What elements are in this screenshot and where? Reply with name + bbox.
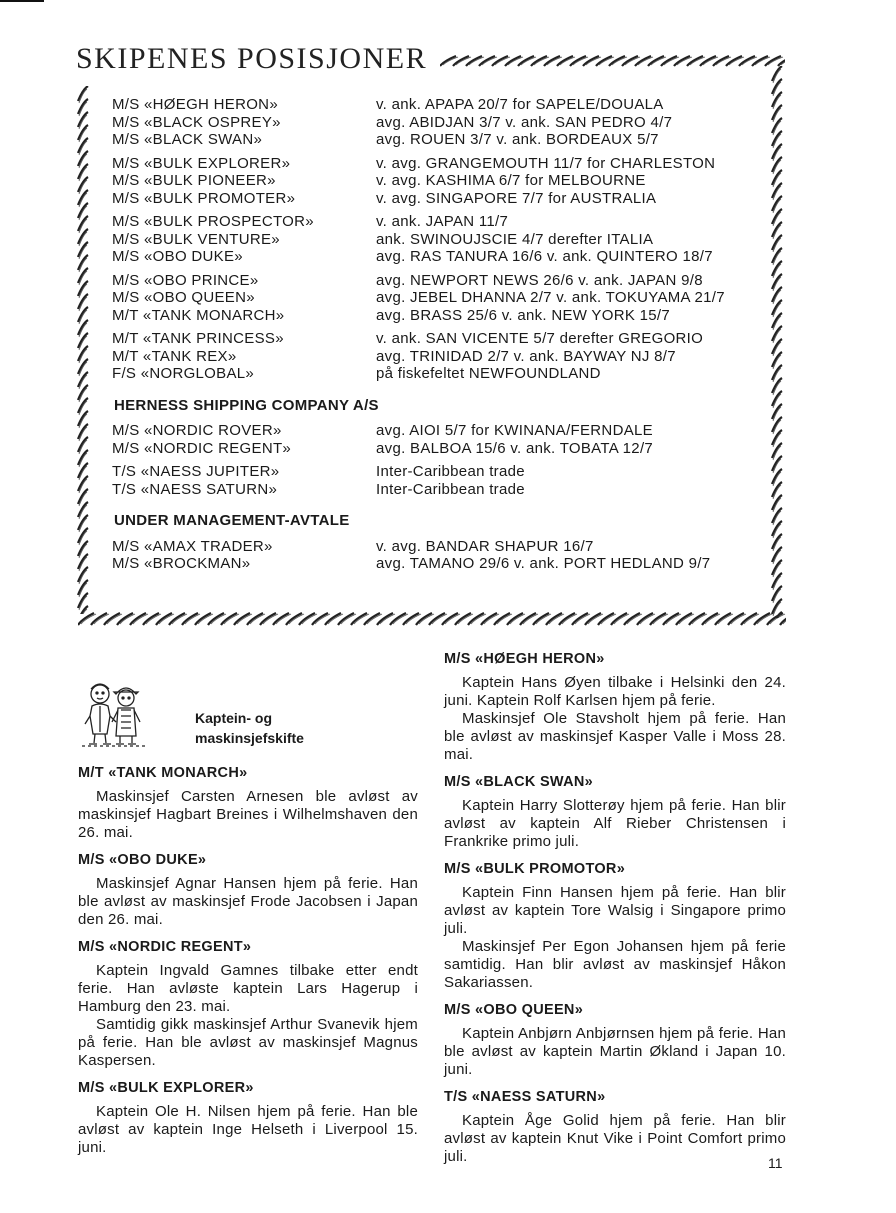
captain-and-engineer-illustration-icon (80, 676, 150, 748)
ship-name: M/S «BLACK OSPREY» (112, 113, 281, 131)
item-paragraph: Kaptein Anbjørn Anbjørnsen hjem på ferie. Han ble avløst av kaptein Martin Økland i Japan 10. juni. (444, 1025, 786, 1078)
item-paragraph: Kaptein Ole H. Nilsen hjem på ferie. Han ble avløst av kaptein Inge Helseth i Liverpool 15. juni. (78, 1103, 418, 1156)
management-heading: UNDER MANAGEMENT-AVTALE (114, 512, 350, 529)
ship-name: M/S «BROCKMAN» (112, 555, 251, 572)
item-ship-title: M/S «HØEGH HERON» (444, 651, 605, 667)
ship-location: Inter-Caribbean trade (376, 463, 525, 480)
item-ship-title: T/S «NAESS SATURN» (444, 1089, 606, 1105)
crew-change-item (444, 773, 786, 851)
item-ship-title: M/S «BLACK SWAN» (444, 774, 594, 790)
position-row (112, 248, 772, 266)
position-group (112, 272, 772, 325)
ship-name: F/S «NORGLOBAL» (112, 365, 255, 382)
item-paragraph: Kaptein Ingvald Gamnes tilbake etter endt ferie. Han avløste kaptein Lars Hagerup i Hamburg den 23. mai. (78, 962, 418, 1015)
herness-heading: HERNESS SHIPPING COMPANY A/S (114, 396, 379, 414)
ship-location: Inter-Caribbean trade (376, 480, 525, 498)
ship-name: M/S «BLACK SWAN» (112, 131, 263, 148)
position-row (112, 555, 772, 573)
article-heading-line-2: maskinsjefskifte (195, 730, 304, 746)
ship-name: M/S «OBO PRINCE» (112, 271, 259, 289)
crew-change-item (78, 851, 418, 929)
corner-mark (0, 0, 44, 2)
item-paragraph: Samtidig gikk maskinsjef Arthur Svanevik hjem på ferie. Han ble avløst av maskinsjef Magnus Kaspersen. (78, 1016, 418, 1069)
position-row (112, 96, 772, 114)
ship-location: avg. BALBOA 15/6 v. ank. TOBATA 12/7 (376, 439, 654, 457)
rope-border-top (440, 54, 785, 68)
ship-location: v. ank. JAPAN 11/7 (376, 213, 509, 230)
crew-change-item (444, 1001, 786, 1079)
position-row (112, 348, 772, 366)
ship-name: M/S «NORDIC ROVER» (112, 422, 282, 439)
position-group (112, 155, 772, 208)
position-row (112, 172, 772, 190)
position-row (112, 365, 772, 383)
ship-name: M/S «HØEGH HERON» (112, 96, 278, 113)
crew-change-item (444, 860, 786, 992)
item-paragraph: Maskinsjef Per Egon Johansen hjem på ferie samtidig. Han blir avløst av maskinsjef Håkon Sakariassen. (444, 938, 786, 991)
item-paragraph: Maskinsjef Carsten Arnesen ble avløst av maskinsjef Hagbart Breines i Wilhelmshaven den 26. mai. (78, 788, 418, 841)
position-row (112, 422, 772, 440)
ship-location: v. avg. KASHIMA 6/7 for MELBOURNE (376, 172, 646, 189)
ship-name: M/S «NORDIC REGENT» (112, 439, 292, 457)
position-group (112, 538, 772, 573)
ship-location: v. avg. BANDAR SHAPUR 16/7 (376, 537, 594, 555)
crew-change-item (444, 1088, 786, 1166)
ship-name: T/S «NAESS JUPITER» (112, 463, 280, 480)
ship-name: M/S «BULK PIONEER» (112, 172, 276, 189)
item-paragraph: Maskinsjef Ole Stavsholt hjem på ferie. Han ble avløst av maskinsjef Kasper Valle i Moss 28. mai. (444, 710, 786, 763)
ship-name: M/T «TANK MONARCH» (112, 306, 285, 324)
item-ship-title: M/S «BULK PROMOTOR» (444, 861, 626, 877)
ship-location: på fiskefeltet NEWFOUNDLAND (376, 365, 601, 382)
crew-change-item (78, 764, 418, 842)
rope-border-right (770, 66, 784, 618)
item-ship-title: M/S «BULK EXPLORER» (78, 1080, 254, 1096)
page-number: 11 (768, 1155, 783, 1171)
rope-border-left (76, 86, 90, 614)
position-group (112, 96, 772, 149)
page-title: SKIPENES POSISJONER (76, 42, 428, 75)
ship-name: M/T «TANK REX» (112, 347, 237, 365)
ship-location: v. avg. SINGAPORE 7/7 for AUSTRALIA (376, 189, 657, 207)
ship-name: M/T «TANK PRINCESS» (112, 330, 284, 347)
ship-location: avg. ROUEN 3/7 v. ank. BORDEAUX 5/7 (376, 131, 659, 148)
position-row (112, 155, 772, 173)
ship-location: avg. TAMANO 29/6 v. ank. PORT HEDLAND 9/7 (376, 555, 711, 572)
item-paragraph: Kaptein Harry Slotterøy hjem på ferie. Han blir avløst av kaptein Alf Rieber Christensen i Frankrike primo juli. (444, 797, 786, 850)
ship-name: M/S «AMAX TRADER» (112, 537, 273, 555)
position-row (112, 114, 772, 132)
ship-location: avg. JEBEL DHANNA 2/7 v. ank. TOKUYAMA 21/7 (376, 289, 725, 306)
crew-change-item (444, 650, 786, 764)
position-row (112, 481, 772, 499)
position-group (112, 213, 772, 266)
ship-location: v. avg. GRANGEMOUTH 11/7 for CHARLESTON (376, 154, 716, 172)
item-ship-title: M/T «TANK MONARCH» (78, 765, 248, 781)
ship-name: M/S «BULK EXPLORER» (112, 154, 291, 172)
item-paragraph: Maskinsjef Agnar Hansen hjem på ferie. Han ble avløst av maskinsjef Frode Jacobsen i Japan den 26. mai. (78, 875, 418, 928)
ship-positions-table (112, 96, 772, 579)
article-heading (195, 708, 304, 748)
ship-name: M/S «BULK VENTURE» (112, 230, 280, 248)
position-row (112, 231, 772, 249)
position-row (112, 330, 772, 348)
crew-change-item (78, 938, 418, 1070)
article-heading-line-1: Kaptein- og (195, 710, 272, 726)
herness-fleet-positions (112, 422, 772, 498)
item-ship-title: M/S «NORDIC REGENT» (78, 939, 252, 955)
management-fleet-positions (112, 538, 772, 573)
position-row (112, 538, 772, 556)
ship-location: avg. RAS TANURA 16/6 v. ank. QUINTERO 18/7 (376, 248, 713, 265)
ship-name: M/S «OBO DUKE» (112, 248, 243, 265)
ship-name: M/S «BULK PROSPECTOR» (112, 213, 314, 230)
position-group (112, 463, 772, 498)
ship-name: M/S «BULK PROMOTER» (112, 189, 296, 207)
ship-location: avg. TRINIDAD 2/7 v. ank. BAYWAY NJ 8/7 (376, 347, 676, 365)
ship-name: T/S «NAESS SATURN» (112, 480, 278, 498)
ship-location: avg. AIOI 5/7 for KWINANA/FERNDALE (376, 422, 653, 439)
left-column (78, 764, 418, 1166)
ship-location: v. ank. APAPA 20/7 for SAPELE/DOUALA (376, 96, 664, 113)
item-paragraph: Kaptein Finn Hansen hjem på ferie. Han blir avløst av kaptein Tore Walsig i Singapore primo juli. (444, 884, 786, 937)
item-paragraph: Kaptein Åge Golid hjem på ferie. Han blir avløst av kaptein Knut Vike i Point Comfort primo juli. (444, 1112, 786, 1165)
position-group (112, 330, 772, 383)
ship-location: v. ank. SAN VICENTE 5/7 derefter GREGORIO (376, 330, 704, 347)
position-row (112, 272, 772, 290)
position-group (112, 422, 772, 457)
ship-location: avg. ABIDJAN 3/7 v. ank. SAN PEDRO 4/7 (376, 113, 673, 131)
ship-location: avg. BRASS 25/6 v. ank. NEW YORK 15/7 (376, 306, 671, 324)
hoegh-fleet-positions (112, 96, 772, 383)
position-row (112, 440, 772, 458)
item-ship-title: M/S «OBO DUKE» (78, 852, 207, 868)
position-row (112, 131, 772, 149)
item-ship-title: M/S «OBO QUEEN» (444, 1002, 584, 1018)
item-paragraph: Kaptein Hans Øyen tilbake i Helsinki den 24. juni. Kaptein Rolf Karlsen hjem på ferie. (444, 674, 786, 709)
ship-location: ank. SWINOUJSCIE 4/7 derefter ITALIA (376, 230, 654, 248)
position-row (112, 463, 772, 481)
rope-border-bottom (78, 611, 786, 627)
ship-name: M/S «OBO QUEEN» (112, 289, 255, 306)
position-row (112, 289, 772, 307)
position-row (112, 307, 772, 325)
right-column (444, 650, 786, 1175)
position-row (112, 190, 772, 208)
crew-change-item (78, 1079, 418, 1157)
position-row (112, 213, 772, 231)
ship-location: avg. NEWPORT NEWS 26/6 v. ank. JAPAN 9/8 (376, 271, 703, 289)
